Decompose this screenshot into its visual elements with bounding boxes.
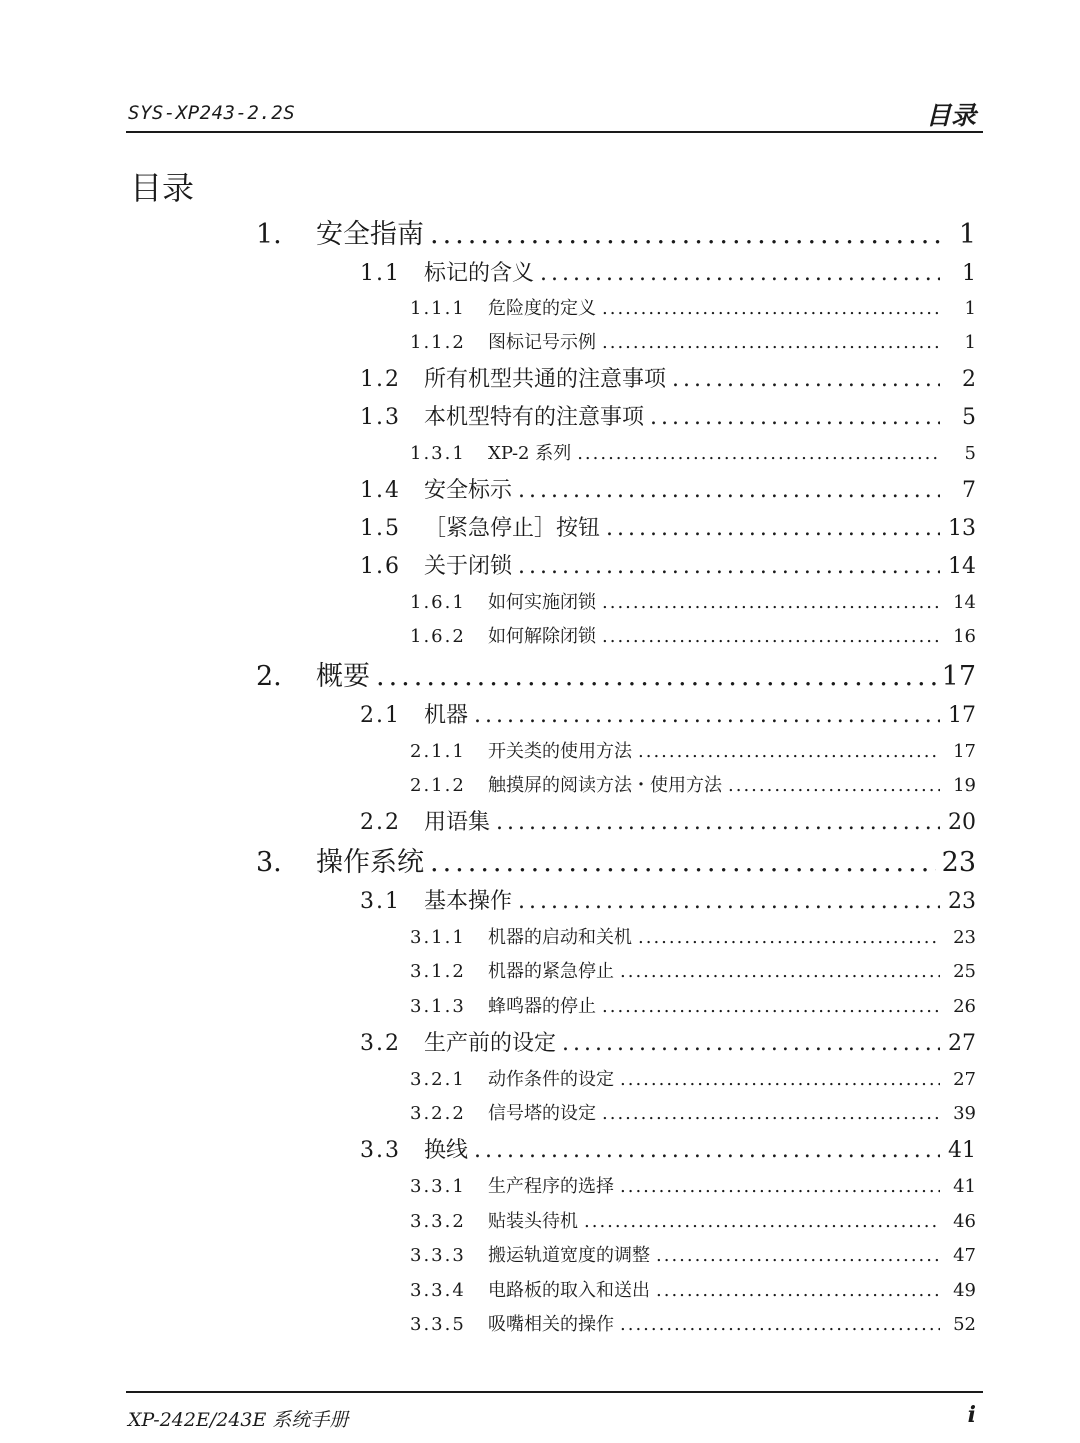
toc-entry[interactable] [410,737,976,763]
toc-page: 47 [953,1245,976,1266]
toc-entry[interactable] [410,771,976,797]
toc-leader [518,889,940,914]
toc-number: 3.2.1 [410,1069,466,1090]
toc-title: ［紧急停止］按钮 [424,516,601,541]
toc-page: 27 [948,1031,976,1056]
toc-entry[interactable] [410,328,976,354]
footer-manual-name: XP-242E/243E 系统手册 [128,1409,349,1431]
toc-number: 3.3.1 [410,1176,466,1197]
toc-number: 3.2.2 [410,1103,466,1124]
toc-entry[interactable] [360,549,976,580]
toc-leader [602,332,940,353]
toc-page: 23 [953,927,976,948]
toc-page: 52 [953,1314,976,1335]
toc-number: 3. [256,847,282,878]
toc-title: 生产前的设定 [424,1031,557,1056]
toc-entry[interactable] [410,1099,976,1125]
toc-number: 3.2 [360,1031,401,1056]
toc-leader [584,1211,940,1232]
toc-number: 3.3.4 [410,1280,466,1301]
toc-number: 3.1.3 [410,996,466,1017]
toc-leader [728,775,940,796]
toc-title: 吸嘴相关的操作 [488,1314,614,1335]
toc-entry[interactable] [410,588,976,614]
toc-title: 机器的启动和关机 [488,927,632,948]
toc-page: 26 [953,996,976,1017]
toc-page: 1 [964,332,976,353]
toc-page: 2 [962,367,976,392]
toc-number: 1.1.2 [410,332,466,353]
toc-leader [606,516,940,541]
toc-leader [540,261,940,286]
toc-page: 17 [941,661,976,692]
toc-number: 1.3 [360,405,401,430]
toc-title: 所有机型共通的注意事项 [424,367,667,392]
toc-entry[interactable] [410,1276,976,1302]
toc-leader [656,1245,940,1266]
toc-page: 46 [953,1211,976,1232]
toc-leader [656,1280,940,1301]
toc-page: 5 [962,405,976,430]
toc-entry[interactable] [360,1133,976,1164]
toc-page: 20 [948,810,976,835]
toc-number: 1.2 [360,367,401,392]
toc-title: 基本操作 [424,889,513,914]
toc-entry[interactable] [410,294,976,320]
toc-entry[interactable] [410,1065,976,1091]
toc-entry[interactable] [410,1172,976,1198]
footer-rule [126,1391,983,1393]
toc-leader [474,1138,940,1163]
toc-title: 安全指南 [316,219,424,250]
toc-entry[interactable] [410,957,976,983]
toc-number: 2.2 [360,810,401,835]
toc-entry[interactable] [256,212,976,251]
toc-page: 14 [948,554,976,579]
toc-leader [602,996,940,1017]
toc-number: 3.3 [360,1138,401,1163]
toc-entry[interactable] [360,698,976,729]
toc-leader [376,661,936,692]
toc-number: 2.1.2 [410,775,466,796]
toc-page: 17 [953,741,976,762]
toc-title: 如何解除闭锁 [488,626,596,647]
toc-leader [620,1176,940,1197]
footer-page-number: i [967,1402,976,1428]
toc-number: 1.1.1 [410,298,466,319]
toc-entry[interactable] [410,439,976,465]
toc-leader [602,592,940,613]
toc-entry[interactable] [360,362,976,393]
toc-title: 安全标示 [424,478,513,503]
toc-entry[interactable] [256,840,976,879]
toc-leader [620,1069,940,1090]
toc-title: 图标记号示例 [488,332,596,353]
toc-entry[interactable] [256,654,976,693]
toc-title: 危险度的定义 [488,298,596,319]
toc-leader [602,298,940,319]
toc-number: 1.6.2 [410,626,466,647]
toc-entry[interactable] [360,256,976,287]
toc-page: 17 [948,703,976,728]
toc-page: 41 [948,1138,976,1163]
toc-entry[interactable] [410,923,976,949]
toc-title: 搬运轨道宽度的调整 [488,1245,650,1266]
toc-title: 概要 [316,661,370,692]
toc-page: 49 [953,1280,976,1301]
toc-leader [518,554,940,579]
toc-page: 27 [953,1069,976,1090]
toc-entry[interactable] [360,1026,976,1057]
toc-number: 2.1.1 [410,741,466,762]
toc-title: 关于闭锁 [424,554,513,579]
toc-number: 2. [256,661,282,692]
header-section-title: 目录 [925,101,976,130]
toc-page: 13 [948,516,976,541]
toc-page: 19 [953,775,976,796]
toc-number: 1. [256,219,282,250]
toc-page: 39 [953,1103,976,1124]
toc-title: 触摸屏的阅读方法・使用方法 [488,775,722,796]
toc-title: 生产程序的选择 [488,1176,614,1197]
toc-number: 3.3.5 [410,1314,466,1335]
toc-entry[interactable] [410,1310,976,1336]
toc-leader [620,1314,940,1335]
toc-number: 1.1 [360,261,401,286]
toc-entry[interactable] [410,1241,976,1267]
toc-leader [518,478,940,503]
toc-number: 3.1.1 [410,927,466,948]
toc-title: 如何实施闭锁 [488,592,596,613]
toc-page: 23 [941,847,976,878]
toc-leader [602,1103,940,1124]
toc-number: 1.6 [360,554,401,579]
toc-number: 1.3.1 [410,443,466,464]
toc-leader [474,703,940,728]
toc-leader [638,927,940,948]
toc-entry[interactable] [410,622,976,648]
toc-number: 3.3.3 [410,1245,466,1266]
toc-title: 机器的紧急停止 [488,961,614,982]
toc-leader [496,810,940,835]
toc-page: 23 [948,889,976,914]
toc-entry[interactable] [410,992,976,1018]
toc-page: 5 [964,443,976,464]
toc-title: 蜂鸣器的停止 [488,996,596,1017]
toc-title: 信号塔的设定 [488,1103,596,1124]
toc-title: 用语集 [424,810,491,835]
toc-title: XP-2 系列 [488,443,572,464]
toc-page: 25 [953,961,976,982]
toc-leader [620,961,940,982]
toc-entry[interactable] [410,1207,976,1233]
toc-title: 标记的含义 [424,261,535,286]
toc-number: 1.4 [360,478,401,503]
toc-title: 本机型特有的注意事项 [424,405,645,430]
toc-entry[interactable] [360,473,976,504]
toc-page: 14 [953,592,976,613]
page-title: 目录 [130,169,195,207]
toc-number: 1.6.1 [410,592,466,613]
header-doc-code: SYS-XP243-2.2S [128,102,296,124]
toc-leader [430,219,940,250]
toc-title: 电路板的取入和送出 [488,1280,650,1301]
toc-leader [638,741,940,762]
toc-leader [602,626,940,647]
toc-number: 3.3.2 [410,1211,466,1232]
toc-number: 1.5 [360,516,401,541]
toc-number: 3.1.2 [410,961,466,982]
toc-number: 3.1 [360,889,401,914]
toc-leader [650,405,940,430]
toc-entry[interactable] [360,511,976,542]
toc-number: 2.1 [360,703,401,728]
toc-page: 16 [953,626,976,647]
toc-leader [577,443,940,464]
toc-title: 机器 [424,703,469,728]
toc-title: 开关类的使用方法 [488,741,632,762]
toc-title: 换线 [424,1138,469,1163]
toc-page: 7 [962,478,976,503]
toc-entry[interactable] [360,884,976,915]
toc-page: 1 [964,298,976,319]
toc-entry[interactable] [360,805,976,836]
toc-leader [430,847,936,878]
toc-title: 操作系统 [316,847,424,878]
toc-leader [562,1031,940,1056]
toc-title: 动作条件的设定 [488,1069,614,1090]
toc-page: 41 [953,1176,976,1197]
toc-title: 贴装头待机 [488,1211,578,1232]
toc-leader [672,367,940,392]
toc-page: 1 [958,219,976,250]
toc-entry[interactable] [360,400,976,431]
toc-page: 1 [962,261,976,286]
